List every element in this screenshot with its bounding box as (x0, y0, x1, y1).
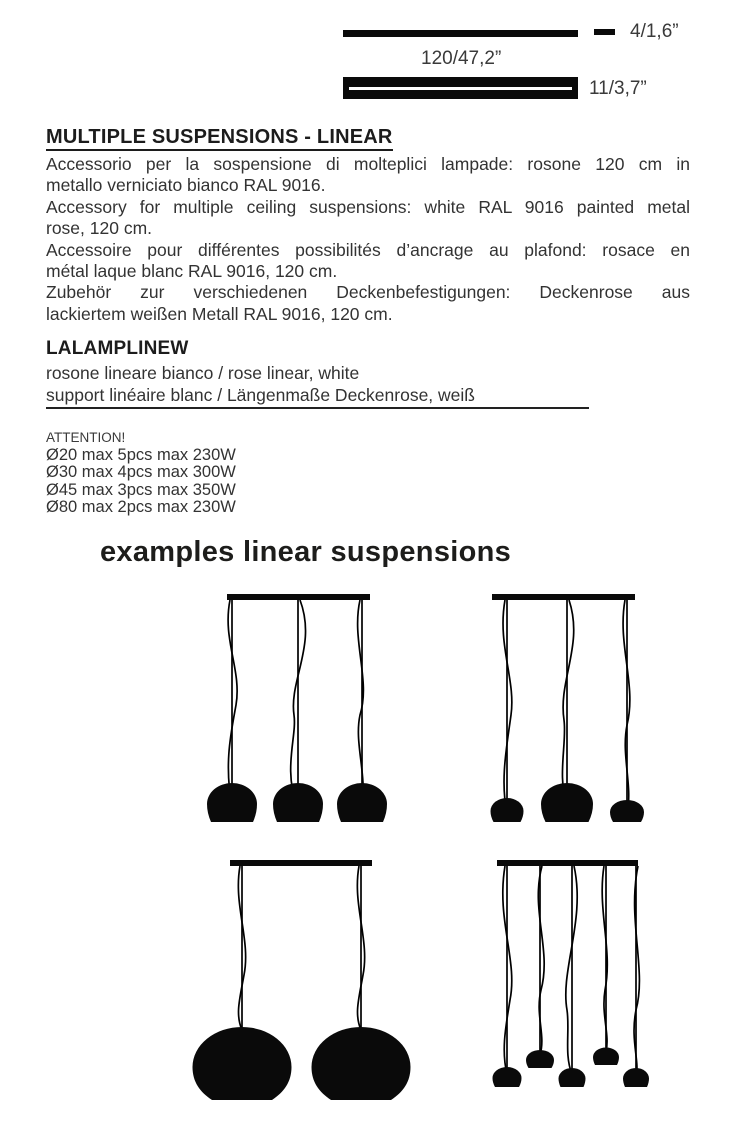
description-line: lackiertem weißen Metall RAL 9016, 120 cm. (46, 303, 393, 324)
lamp-shade (493, 1067, 522, 1087)
lamp-shade (623, 1068, 649, 1087)
product-description-line: support linéaire blanc / Längenmaße Deckenrose, weiß (46, 384, 475, 405)
ceiling-bar (492, 594, 635, 600)
rose-top-view-bar (343, 30, 578, 37)
ceiling-bar (497, 860, 638, 866)
lamp-shade (559, 1068, 586, 1087)
product-section (46, 338, 690, 409)
lamp-shade (273, 783, 323, 822)
description-line: métal laque blanc RAL 9016, 120 cm. (46, 261, 338, 282)
attention-section (46, 429, 690, 517)
attention-heading: ATTENTION! (46, 430, 126, 445)
diagram-three-medium-lamps (190, 585, 410, 835)
lamp-shade (610, 800, 644, 822)
description-line: Accessoire pour différentes possibilités d’ancrage au plafond: rosace en (46, 239, 690, 260)
description-english (46, 197, 690, 240)
ceiling-bar (227, 594, 370, 600)
lamp-shade (593, 1048, 619, 1066)
diagram-two-large-lamps (190, 850, 414, 1130)
lamp-shade (526, 1050, 554, 1068)
lamp-shade (491, 798, 524, 822)
page-title: MULTIPLE SUSPENSIONS - LINEAR (46, 126, 393, 151)
description-line: Accessorio per la sospensione di molteplici lampade: rosone 120 cm in (46, 154, 690, 174)
description-french (46, 240, 690, 283)
dim-label-length: 120/47,2” (421, 48, 502, 69)
product-description-line: rosone lineare bianco / rose linear, white (46, 363, 360, 383)
product-underline (46, 385, 589, 410)
lamp-shade (541, 783, 593, 822)
dim-label-width: 4/1,6” (630, 21, 679, 42)
description-line: rose, 120 cm. (46, 218, 153, 239)
description-line: Zubehör zur verschiedenen Deckenbefestigungen: Deckenrose aus (46, 282, 690, 303)
product-code: LALAMPLINEW (46, 338, 189, 359)
description-italian (46, 154, 690, 197)
attention-rule: Ø45 max 3pcs max 350W (46, 480, 236, 499)
cord-wavy (562, 600, 573, 807)
rose-side-view-groove (349, 87, 572, 90)
lamp-shade (207, 783, 257, 822)
lamp-shade (312, 1027, 411, 1100)
attention-rule: Ø80 max 2pcs max 230W (46, 498, 236, 517)
lamp-shade (193, 1027, 292, 1100)
attention-rule: Ø20 max 5pcs max 230W (46, 446, 236, 464)
attention-rule: Ø30 max 4pcs max 300W (46, 463, 236, 482)
description-line: Accessory for multiple ceiling suspensions: white RAL 9016 painted metal (46, 196, 690, 217)
rose-end-view-dash (594, 29, 615, 35)
diagram-five-small-lamps (470, 850, 690, 1130)
diagram-small-large-small-lamps (470, 585, 690, 835)
dim-label-height: 11/3,7” (589, 78, 647, 99)
description-line: metallo verniciato bianco RAL 9016. (46, 175, 326, 196)
ceiling-bar (230, 860, 372, 866)
lamp-shade (337, 783, 387, 822)
examples-heading: examples linear suspensions (100, 536, 512, 568)
description-german (46, 282, 690, 325)
description-section (46, 126, 690, 325)
rose-side-view-bar (343, 77, 578, 99)
